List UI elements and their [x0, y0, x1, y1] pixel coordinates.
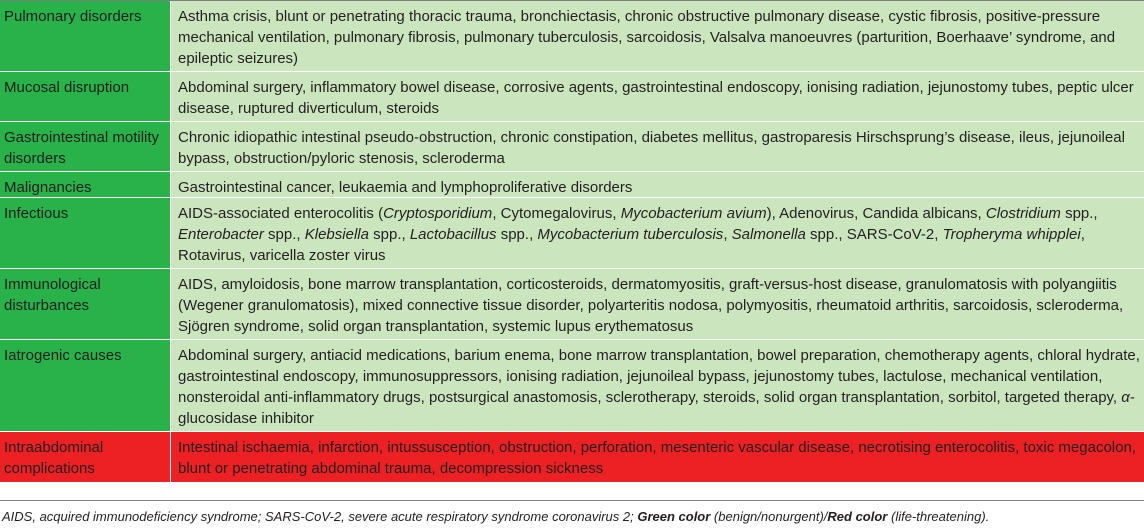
italic-term: Cryptosporidium: [383, 205, 493, 222]
italic-term: α: [1121, 389, 1130, 406]
category-cell: Infectious: [0, 198, 170, 268]
text-fragment: , Cytomegalovirus,: [492, 205, 621, 222]
category-cell: Iatrogenic causes: [0, 340, 170, 431]
category-cell: Malignancies: [0, 172, 170, 197]
table-bottom-rule: [0, 500, 1144, 501]
table-row: [0, 340, 1144, 432]
text-fragment: Abdominal surgery, antiacid medications, barium enema, bone marrow transplantation, bowel preparation, chemotherapy agents, chloral hydrate, gastrointestinal endoscopy, immunosuppressors, ionising radiation, jejunoileal bypass, jejunostomy tubes, lactulose, mechanical ventilation, nonsteroidal anti-inflammatory drugs, postsurgical anastomosis, sclerotherapy, steroids, solid organ transplantation, sorbitol, targeted therapy,: [178, 347, 1140, 406]
text-fragment: spp.,: [263, 226, 305, 243]
category-cell: Immunological disturbances: [0, 269, 170, 339]
footnote-abbreviations: AIDS, acquired immunodeficiency syndrome; SARS-CoV-2, severe acute respiratory syndrome coronavirus 2;: [2, 509, 638, 524]
footnote-green-label: Green color: [637, 509, 711, 524]
table-row: [0, 122, 1144, 172]
italic-term: Mycobacterium tuberculosis: [537, 226, 724, 243]
italic-term: Enterobacter: [178, 226, 264, 243]
description-cell: [170, 340, 1144, 431]
text-fragment: , Rotavirus, varicella zoster virus: [178, 226, 1085, 264]
description-cell: Intestinal ischaemia, infarction, intussusception, obstruction, perforation, mesenteric vascular disease, necrotising enterocolitis, toxic megacolon, blunt or penetrating abdominal trauma, decompression sickness: [170, 432, 1144, 482]
description-cell: [170, 198, 1144, 268]
italic-term: Klebsiella: [304, 226, 369, 243]
italic-term: Lactobacillus: [409, 226, 497, 243]
text-fragment: spp.,: [496, 226, 538, 243]
description-cell: Chronic idiopathic intestinal pseudo-obstruction, chronic constipation, diabetes mellitus, gastroparesis Hirschsprung’s disease, ileus, jejunoileal bypass, obstruction/pyloric stenosis, scleroderma: [170, 122, 1144, 171]
italic-term: Mycobacterium avium: [620, 205, 767, 222]
category-cell: Pulmonary disorders: [0, 1, 170, 71]
description-cell: AIDS, amyloidosis, bone marrow transplantation, corticosteroids, dermatomyositis, graft-versus-host disease, granulomatosis with polyangiitis (Wegener granulomatosis), mixed connective tissue disorder, polyarteritis nodosa, polymyositis, rheumatoid arthritis, sarcoidosis, scleroderma, Sjögren syndrome, solid organ transplantation, systemic lupus erythematosus: [170, 269, 1144, 339]
text-fragment: ,: [723, 226, 732, 243]
italic-term: Tropheryma whipplei: [942, 226, 1081, 243]
description-cell: Abdominal surgery, inflammatory bowel disease, corrosive agents, gastrointestinal endoscopy, ionising radiation, jejunostomy tubes, peptic ulcer disease, ruptured diverticulum, steroids: [170, 72, 1144, 121]
table-row: [0, 432, 1144, 483]
italic-term: Clostridium: [985, 205, 1061, 222]
category-cell: Gastrointestinal motility disorders: [0, 122, 170, 171]
category-cell: Intraabdominal complications: [0, 432, 170, 482]
table-row: [0, 72, 1144, 122]
category-cell: Mucosal disruption: [0, 72, 170, 121]
footnote-green-text: (benign/nonurgent)/: [710, 509, 828, 524]
table-row: [0, 198, 1144, 269]
text-fragment: spp., SARS-CoV-2,: [805, 226, 943, 243]
text-fragment: spp.,: [368, 226, 410, 243]
table-footnote: [2, 509, 989, 524]
text-fragment: -glucosidase inhibitor: [178, 389, 1135, 427]
footnote-red-text: (life-threatening).: [887, 509, 990, 524]
table-row: [0, 269, 1144, 340]
text-fragment: AIDS-associated enterocolitis (: [178, 205, 384, 222]
description-cell: Asthma crisis, blunt or penetrating thoracic trauma, bronchiectasis, chronic obstructive pulmonary disease, cystic fibrosis, positive-pressure mechanical ventilation, pulmonary fibrosis, pulmonary tuberculosis, sarcoidosis, Valsalva manoeuvres (parturition, Boerhaave’ syndrome, and epileptic seizures): [170, 1, 1144, 71]
footnote-red-label: Red color: [827, 509, 888, 524]
table-row: [0, 172, 1144, 198]
italic-term: Salmonella: [731, 226, 806, 243]
text-fragment: spp.,: [1060, 205, 1098, 222]
description-cell: Gastrointestinal cancer, leukaemia and lymphoproliferative disorders: [170, 172, 1144, 197]
table-row: [0, 1, 1144, 72]
text-fragment: ), Adenovirus, Candida albicans,: [766, 205, 986, 222]
